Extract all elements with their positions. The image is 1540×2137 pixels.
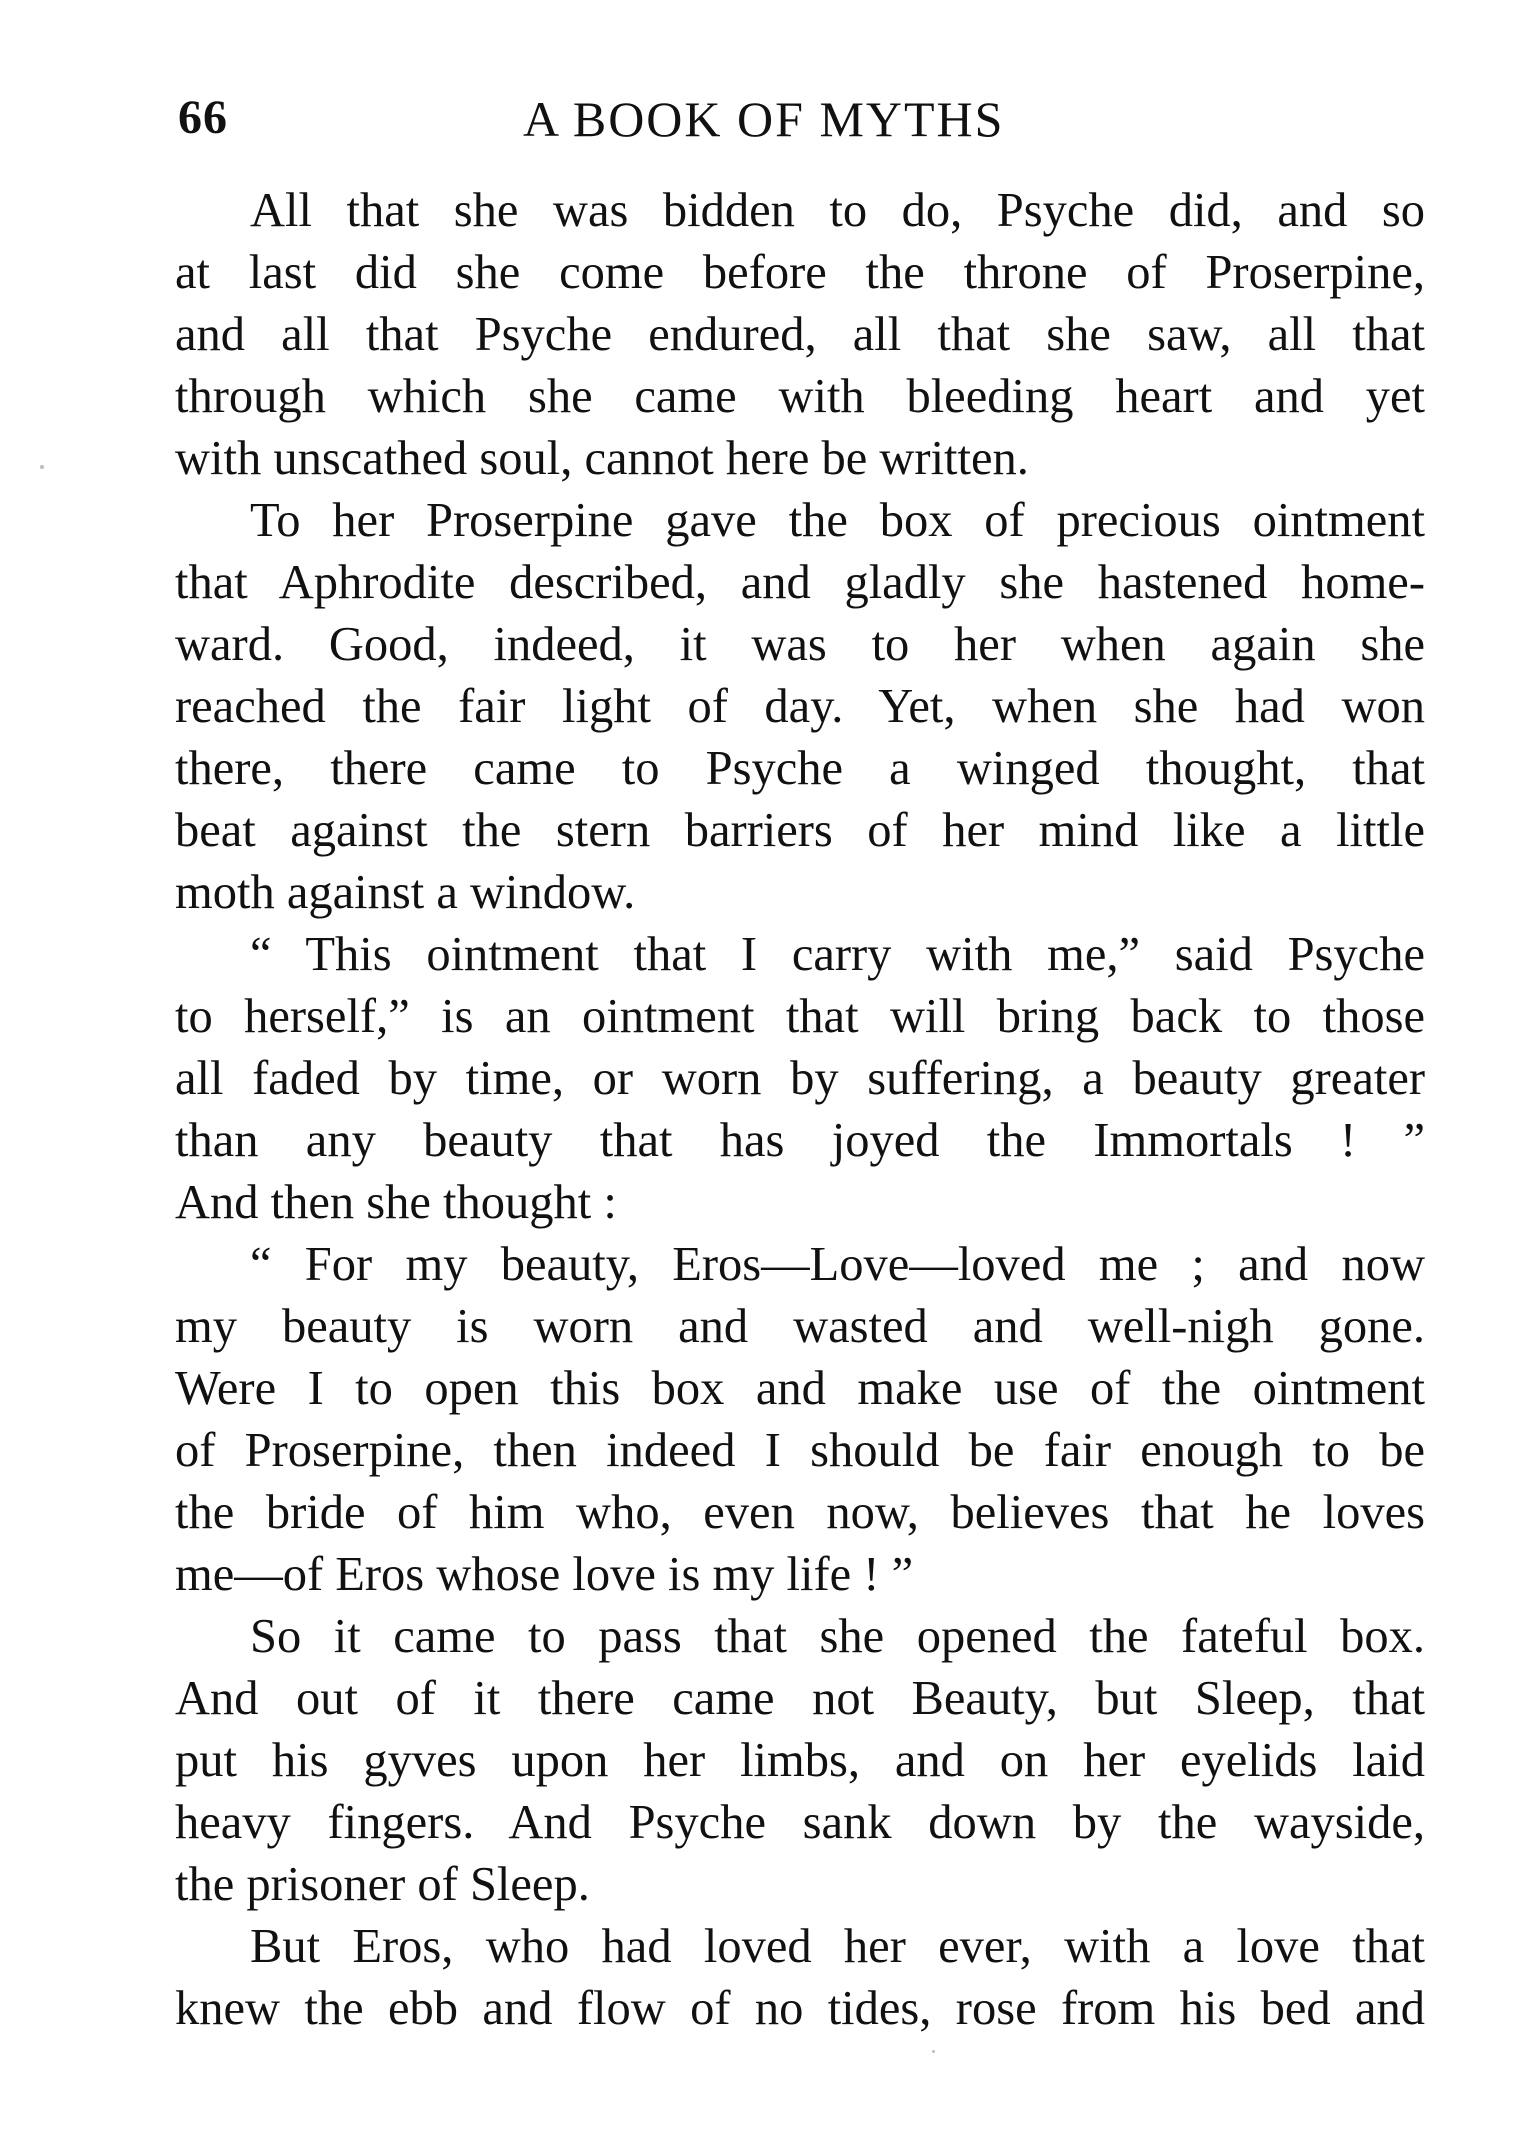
text-line: through which she came with bleeding heart and yet <box>175 370 1425 423</box>
paper-speck <box>40 465 44 469</box>
paragraph <box>175 180 1425 490</box>
text-line: So it came to pass that she opened the fateful box. <box>250 1610 1425 1663</box>
text-line: knew the ebb and flow of no tides, rose from his bed and <box>175 1982 1425 2035</box>
body-text <box>175 180 1425 2040</box>
paragraph <box>175 1234 1425 1606</box>
text-line: me—of Eros whose love is my life ! ” <box>175 1548 914 1601</box>
text-line: at last did she come before the throne of Proserpine, <box>175 246 1425 299</box>
text-line: of Proserpine, then indeed I should be fair enough to be <box>175 1424 1425 1477</box>
text-line: moth against a window. <box>175 866 636 919</box>
text-line: All that she was bidden to do, Psyche did, and so <box>250 184 1425 237</box>
paragraph <box>175 1916 1425 2040</box>
text-line: that Aphrodite described, and gladly she hastened home- <box>175 556 1425 609</box>
page-number: 66 <box>178 91 228 144</box>
text-line: “ For my beauty, Eros—Love—loved me ; and now <box>250 1238 1425 1291</box>
text-line: the prisoner of Sleep. <box>175 1858 590 1911</box>
text-line: to herself,” is an ointment that will bring back to those <box>175 990 1425 1043</box>
text-line: the bride of him who, even now, believes that he loves <box>175 1486 1425 1539</box>
text-line: To her Proserpine gave the box of precious ointment <box>250 494 1425 547</box>
text-line: all faded by time, or worn by suffering, a beauty greater <box>175 1052 1425 1105</box>
text-line: ward. Good, indeed, it was to her when again she <box>175 618 1425 671</box>
text-line: put his gyves upon her limbs, and on her eyelids laid <box>175 1734 1425 1787</box>
text-line: my beauty is worn and wasted and well-nigh gone. <box>175 1300 1425 1353</box>
text-line: And out of it there came not Beauty, but Sleep, that <box>175 1672 1425 1725</box>
text-line: with unscathed soul, cannot here be written. <box>175 432 1029 485</box>
text-line: And then she thought : <box>175 1176 617 1229</box>
text-line: and all that Psyche endured, all that she saw, all that <box>175 308 1425 361</box>
paragraph <box>175 924 1425 1234</box>
text-line: there, there came to Psyche a winged thought, that <box>175 742 1425 795</box>
text-line: “ This ointment that I carry with me,” said Psyche <box>250 928 1425 981</box>
text-line: reached the fair light of day. Yet, when she had won <box>175 680 1425 733</box>
paper-speck <box>932 2050 935 2053</box>
paragraph <box>175 1606 1425 1916</box>
running-title: A BOOK OF MYTHS <box>523 91 1005 147</box>
text-line: But Eros, who had loved her ever, with a love that <box>250 1920 1425 1973</box>
text-line: than any beauty that has joyed the Immortals ! ” <box>175 1114 1425 1167</box>
text-line: Were I to open this box and make use of the ointment <box>175 1362 1425 1415</box>
paragraph <box>175 490 1425 924</box>
text-line: beat against the stern barriers of her mind like a little <box>175 804 1425 857</box>
text-line: heavy fingers. And Psyche sank down by the wayside, <box>175 1796 1425 1849</box>
page-header <box>178 90 1423 160</box>
